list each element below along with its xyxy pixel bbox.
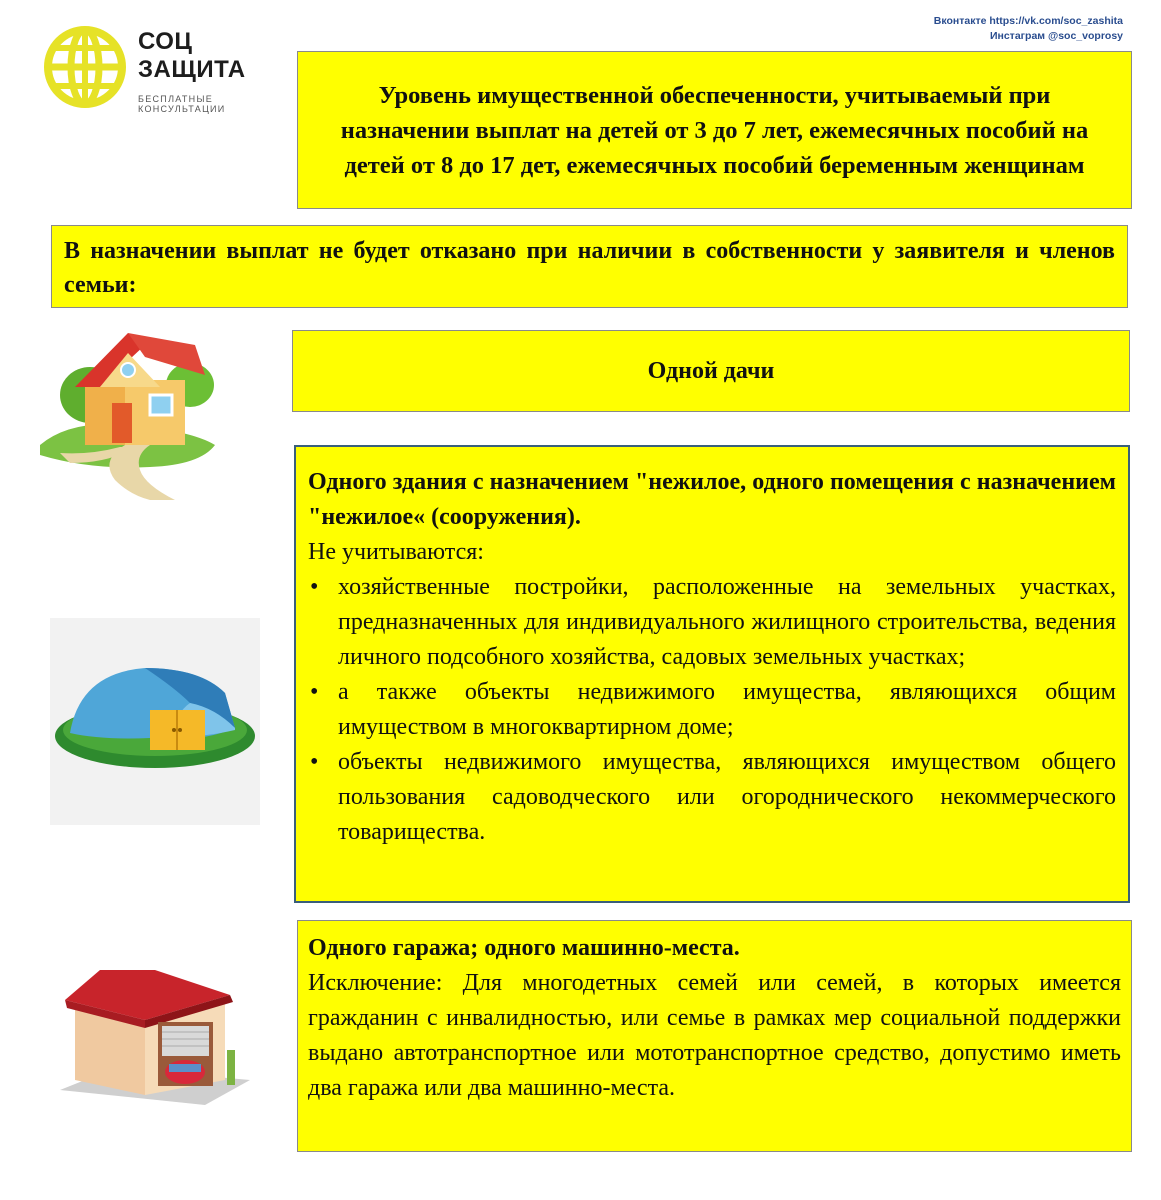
nonresidential-subtitle: Не учитываются: (308, 539, 484, 565)
garage-box (297, 920, 1132, 1152)
garage-title: Одного гаража; одного машинно-места. (308, 935, 740, 961)
intro-text: В назначении выплат не будет отказано при наличии в собственности у заявителя и членов семьи: (64, 238, 1115, 298)
house-illustration (30, 325, 220, 500)
nonresidential-list (308, 570, 1116, 850)
logo-tagline (138, 94, 288, 114)
intro-box (51, 225, 1128, 308)
garage-text: Исключение: Для многодетных семей или семей, в которых имеется гражданин с инвалидностью, или семье в рамках мер социальной поддержки выдано автотранспортное или мототранспортное средство, допустимо иметь два гаража или два машинно-места. (308, 970, 1121, 1101)
hangar-illustration (50, 618, 260, 825)
logo-tagline-line2: КОНСУЛЬТАЦИИ (138, 104, 226, 114)
list-item (308, 745, 1116, 850)
instagram-link[interactable]: Инстаграм @soc_voprosy (989, 30, 1123, 42)
logo-title-line1: СОЦ (138, 28, 193, 55)
logo (40, 22, 270, 112)
nonresidential-box (294, 445, 1130, 903)
logo-title (138, 28, 246, 84)
bullet-icon: • (310, 679, 319, 705)
garage-illustration (55, 940, 255, 1120)
hangar-icon (50, 618, 260, 825)
bullet-icon: • (310, 749, 319, 775)
globe-icon (40, 22, 130, 112)
nonresidential-title: Одного здания с назначением "нежилое, одного помещения с назначением "нежилое« (сооружения). (308, 469, 1116, 530)
garage-icon (55, 940, 255, 1120)
dacha-label: Одной дачи (647, 357, 775, 384)
list-item (308, 570, 1116, 675)
list-item (308, 675, 1116, 745)
header-box (297, 51, 1132, 209)
social-links (934, 14, 1123, 44)
vk-link[interactable]: Вконтакте https://vk.com/soc_zashita (933, 15, 1123, 27)
house-icon (30, 325, 220, 500)
header-title: Уровень имущественной обеспеченности, учитываемый при назначении выплат на детей от 3 до 7 лет, ежемесячных пособий на детей от 8 до 17 дет, ежемесячных пособий беременным женщинам (340, 81, 1089, 179)
list-item-text: а также объекты недвижимого имущества, являющихся общим имуществом в многоквартирном доме; (338, 679, 1116, 740)
list-item-text: хозяйственные постройки, расположенные на земельных участках, предназначенных для индивидуального жилищного строительства, ведения личного подсобного хозяйства, садовых земельных участках; (338, 574, 1116, 670)
bullet-icon: • (310, 574, 319, 600)
list-item-text: объекты недвижимого имущества, являющихся имуществом общего пользования садоводческого или огороднического некоммерческого товарищества. (338, 749, 1116, 845)
logo-tagline-line1: БЕСПЛАТНЫЕ (138, 94, 214, 104)
logo-title-line2: ЗАЩИТА (138, 56, 246, 83)
dacha-box (292, 330, 1130, 412)
